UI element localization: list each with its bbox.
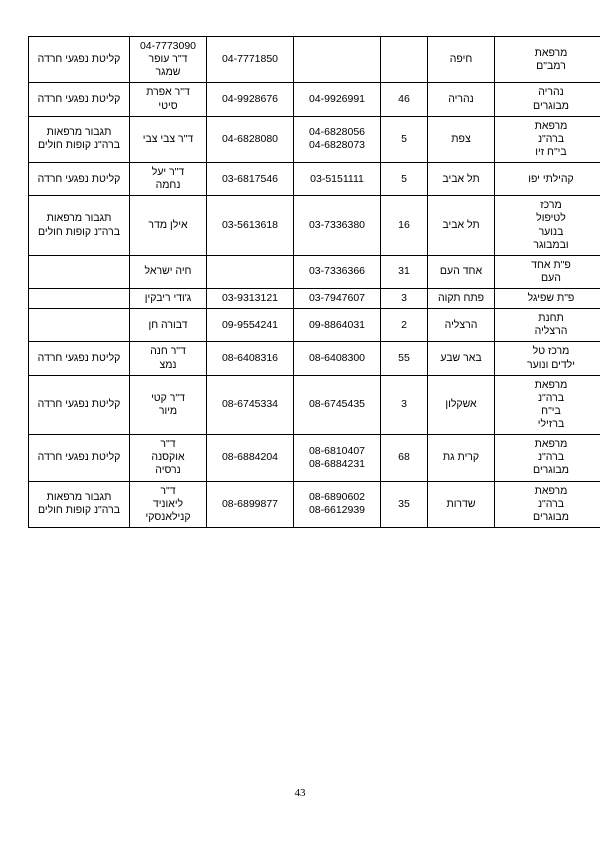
- table-row: [29, 255, 600, 288]
- cell-phone: 04-7771850: [207, 37, 294, 83]
- cell-contact: ג'ודי ריבקין: [130, 289, 207, 309]
- cell-contact: 04-7773090 ד"ר עופר שמגר: [130, 37, 207, 83]
- contacts-table: [28, 36, 600, 528]
- cell-phone: 03-9313121: [207, 289, 294, 309]
- cell-city: תל אביב: [428, 196, 495, 256]
- cell-program: קליטת נפגעי חרדה: [29, 435, 130, 481]
- cell-contact: דבורה חן: [130, 309, 207, 342]
- cell-city: באר שבע: [428, 342, 495, 375]
- cell-count: 5: [381, 116, 428, 162]
- cell-clinic: קהילתי יפו: [495, 163, 600, 196]
- cell-clinic: פ"ת אחד העם: [495, 255, 600, 288]
- cell-count: 46: [381, 83, 428, 116]
- cell-phone: [207, 255, 294, 288]
- cell-count: 35: [381, 481, 428, 527]
- cell-city: שדרות: [428, 481, 495, 527]
- cell-fax: 08-6890602 08-6612939: [294, 481, 381, 527]
- cell-phone: 09-9554241: [207, 309, 294, 342]
- table-row: [29, 163, 600, 196]
- cell-fax: 08-6408300: [294, 342, 381, 375]
- cell-city: צפת: [428, 116, 495, 162]
- table-row: [29, 83, 600, 116]
- cell-phone: 03-5613618: [207, 196, 294, 256]
- cell-city: אחד העם: [428, 255, 495, 288]
- cell-program: קליטת נפגעי חרדה: [29, 342, 130, 375]
- cell-clinic: מרפאת ברה"נ מבוגרים: [495, 435, 600, 481]
- cell-fax: [294, 37, 381, 83]
- cell-contact: ד"ר אוקסנה נרסיה: [130, 435, 207, 481]
- cell-fax: 03-5151111: [294, 163, 381, 196]
- cell-program: קליטת נפגעי חרדה: [29, 375, 130, 435]
- cell-count: 68: [381, 435, 428, 481]
- cell-phone: 04-9928676: [207, 83, 294, 116]
- cell-city: תל אביב: [428, 163, 495, 196]
- cell-clinic: מרכז טל ילדים ונוער: [495, 342, 600, 375]
- table-row: [29, 196, 600, 256]
- table-body: [29, 37, 600, 528]
- cell-contact: ד"ר חנה נמצ: [130, 342, 207, 375]
- cell-clinic: מרפאת ברה"נ בי"ח ברזילי: [495, 375, 600, 435]
- cell-fax: 03-7947607: [294, 289, 381, 309]
- cell-contact: חיה ישראל: [130, 255, 207, 288]
- cell-fax: 08-6810407 08-6884231: [294, 435, 381, 481]
- cell-count: 2: [381, 309, 428, 342]
- cell-city: נהריה: [428, 83, 495, 116]
- cell-fax: 03-7336380: [294, 196, 381, 256]
- cell-count: 3: [381, 375, 428, 435]
- cell-clinic: מרפאת ברה"נ בי"ח זיו: [495, 116, 600, 162]
- cell-phone: 08-6745334: [207, 375, 294, 435]
- cell-program: קליטת נפגעי חרדה: [29, 37, 130, 83]
- table-row: [29, 435, 600, 481]
- table-row: [29, 37, 600, 83]
- cell-clinic: נהריה מבוגרים: [495, 83, 600, 116]
- cell-city: קרית גת: [428, 435, 495, 481]
- table-row: [29, 309, 600, 342]
- table-row: [29, 342, 600, 375]
- cell-fax: 08-6745435: [294, 375, 381, 435]
- cell-fax: 04-9926991: [294, 83, 381, 116]
- cell-clinic: תחנת הרצליה: [495, 309, 600, 342]
- cell-phone: 08-6408316: [207, 342, 294, 375]
- cell-count: 55: [381, 342, 428, 375]
- cell-phone: 03-6817546: [207, 163, 294, 196]
- cell-program: קליטת נפגעי חרדה: [29, 163, 130, 196]
- table-row: [29, 116, 600, 162]
- cell-count: 3: [381, 289, 428, 309]
- cell-phone: 04-6828080: [207, 116, 294, 162]
- cell-contact: ד"ר צבי צבי: [130, 116, 207, 162]
- cell-phone: 08-6899877: [207, 481, 294, 527]
- cell-clinic: מרכז לטיפול בנוער ובמבוגר: [495, 196, 600, 256]
- cell-city: הרצליה: [428, 309, 495, 342]
- cell-contact: אילן מדר: [130, 196, 207, 256]
- cell-clinic: פ"ת שפיגל: [495, 289, 600, 309]
- cell-program: [29, 255, 130, 288]
- cell-fax: 09-8864031: [294, 309, 381, 342]
- cell-count: 5: [381, 163, 428, 196]
- cell-count: [381, 37, 428, 83]
- table-row: [29, 289, 600, 309]
- cell-contact: ד"ר יעל נחמה: [130, 163, 207, 196]
- cell-city: חיפה: [428, 37, 495, 83]
- cell-program: תגבור מרפאות ברה"נ קופות חולים: [29, 116, 130, 162]
- table-row: [29, 481, 600, 527]
- cell-program: [29, 289, 130, 309]
- cell-program: [29, 309, 130, 342]
- cell-fax: 04-6828056 04-6828073: [294, 116, 381, 162]
- cell-contact: ד"ר אפרת סיטי: [130, 83, 207, 116]
- cell-clinic: מרפאת ברה"נ מבוגרים: [495, 481, 600, 527]
- page-number: 43: [294, 787, 306, 799]
- table-row: [29, 375, 600, 435]
- cell-clinic: מרפאת רמב"ם: [495, 37, 600, 83]
- cell-program: תגבור מרפאות ברה"נ קופות חולים: [29, 481, 130, 527]
- cell-phone: 08-6884204: [207, 435, 294, 481]
- cell-contact: ד"ר ליאוניד קנילאנסקי: [130, 481, 207, 527]
- cell-contact: ד"ר קטי מיור: [130, 375, 207, 435]
- cell-count: 16: [381, 196, 428, 256]
- cell-city: פתח תקוה: [428, 289, 495, 309]
- cell-program: תגבור מרפאות ברה"נ קופות חולים: [29, 196, 130, 256]
- cell-program: קליטת נפגעי חרדה: [29, 83, 130, 116]
- cell-city: אשקלון: [428, 375, 495, 435]
- cell-fax: 03-7336366: [294, 255, 381, 288]
- cell-count: 31: [381, 255, 428, 288]
